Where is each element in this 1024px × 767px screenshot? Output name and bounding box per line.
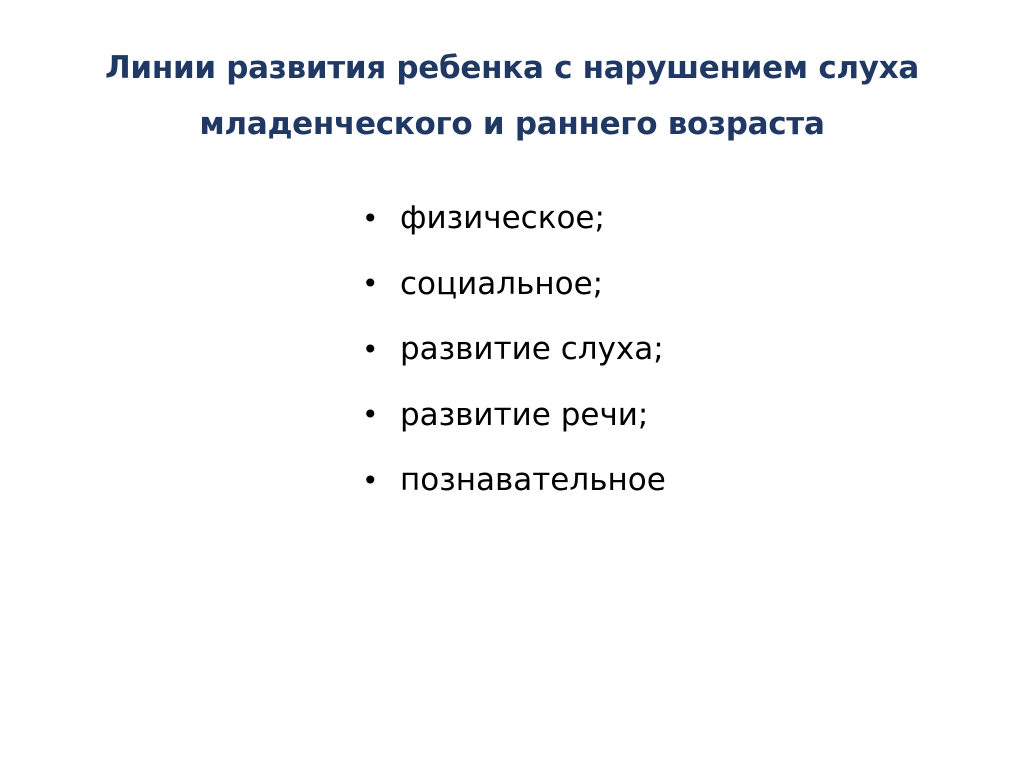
slide-title: Линии развития ребенка с нарушением слуха младенческого и раннего возраста: [104, 50, 920, 142]
list-item-text: физическое;: [400, 200, 605, 237]
list-item-text: познавательное: [400, 462, 666, 499]
list-item: [362, 317, 666, 383]
bullet-list: [362, 186, 666, 514]
bullet-marker: •: [362, 267, 379, 301]
list-item: [362, 383, 666, 449]
bullet-marker: •: [362, 332, 379, 366]
bullet-marker: •: [362, 201, 379, 235]
list-item: [362, 252, 666, 318]
list-item: [362, 186, 666, 252]
list-item-text: развитие слуха;: [400, 331, 664, 368]
bullet-marker: •: [362, 398, 379, 432]
bullet-marker: •: [362, 463, 379, 497]
list-item-text: социальное;: [400, 265, 604, 302]
list-item: [362, 448, 666, 514]
list-item-text: развитие речи;: [400, 396, 649, 433]
